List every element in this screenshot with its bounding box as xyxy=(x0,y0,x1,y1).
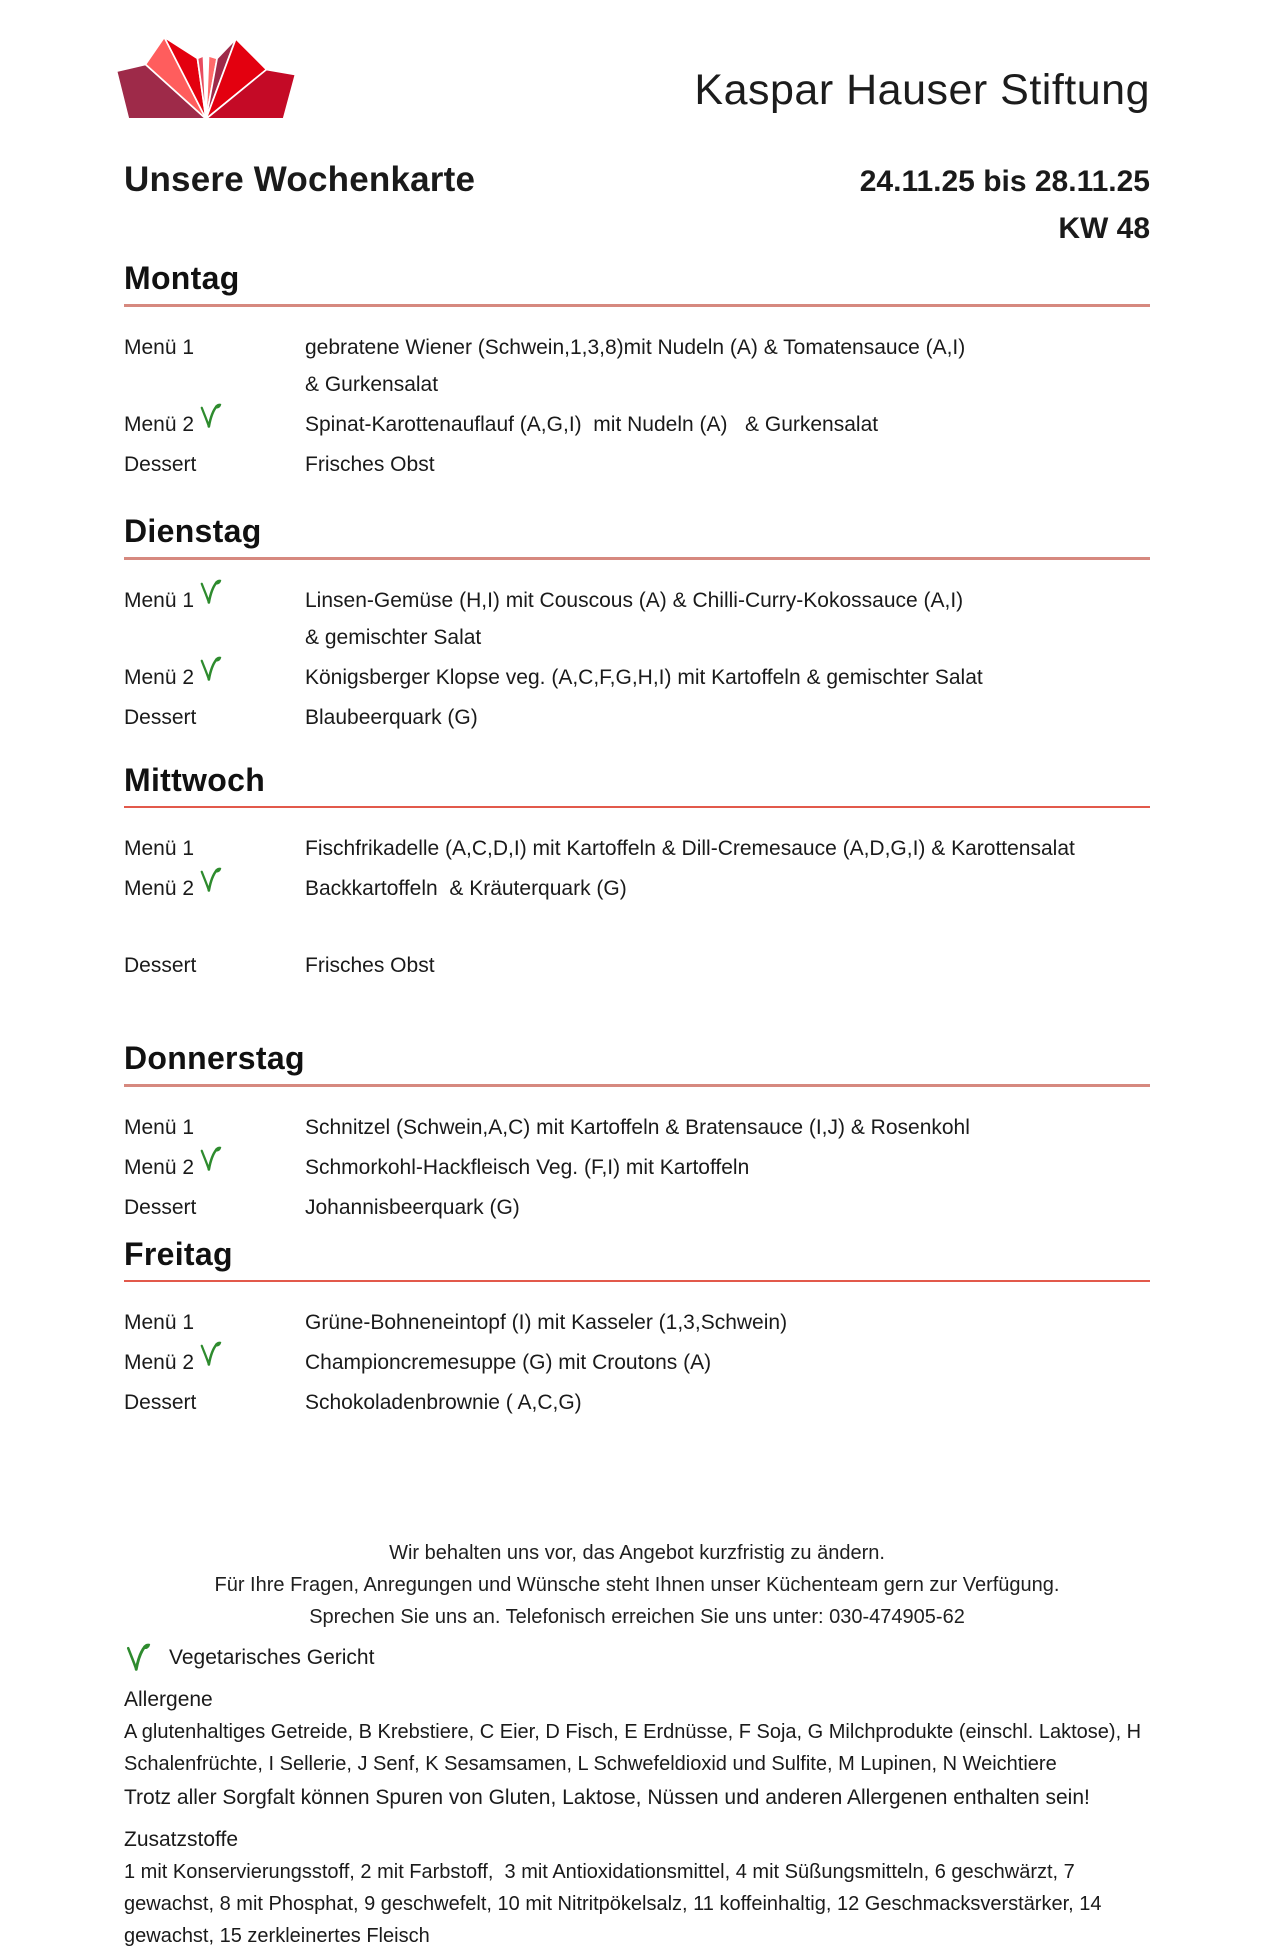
menu-label: Menü 1 xyxy=(124,1311,195,1334)
day-section-mittwoch xyxy=(124,762,1150,984)
note-line: Sprechen Sie uns an. Telefonisch erreichen Sie uns unter: 030-474905-62 xyxy=(309,1606,965,1628)
dish-text: gebratene Wiener (Schwein,1,3,8)mit Nudeln (A) & Tomatensauce (A,I) & Gurkensalat xyxy=(305,336,966,396)
menu-label: Dessert xyxy=(124,706,197,729)
dish-text: Schmorkohl-Hackfleisch Veg. (F,I) mit Kartoffeln xyxy=(305,1156,750,1179)
dish-text: Königsberger Klopse veg. (A,C,F,G,H,I) mit Kartoffeln & gemischter Salat xyxy=(305,666,983,689)
menu-label: Dessert xyxy=(124,1196,197,1219)
additives-list: 1 mit Konservierungsstoff, 2 mit Farbstoff, 3 mit Antioxidationsmittel, 4 mit Süßungsmitteln, 6 geschwärzt, 7 gewachst, 8 mit Phosphat, 9 geschwefelt, 10 mit Nitritpökelsalz, 11 koffeinhaltig, 12 Geschmacksverstärker, 14 gewachst, 15 zerkleinertes Fleisch xyxy=(124,1861,1108,1947)
dish-text: Schnitzel (Schwein,A,C) mit Kartoffeln & Bratensauce (I,J) & Rosenkohl xyxy=(305,1116,970,1139)
menu-row xyxy=(124,582,1150,656)
menu-label: Dessert xyxy=(124,453,197,476)
date-range: 24.11.25 bis 28.11.25 xyxy=(859,165,1150,198)
dish-text: Johannisbeerquark (G) xyxy=(305,1196,520,1219)
menu-label: Menü 2 xyxy=(124,870,305,907)
menu-label: Menü 1 xyxy=(124,837,195,860)
menu-label: Dessert xyxy=(124,954,197,977)
org-logo-icon xyxy=(108,30,304,126)
menu-label: Menü 2 xyxy=(124,1149,305,1186)
vegetarian-icon xyxy=(198,578,222,606)
menu-label: Menü 2 xyxy=(124,406,305,443)
menu-row xyxy=(124,1304,1150,1341)
day-heading: Freitag xyxy=(124,1236,1150,1282)
menu-label: Menü 2 xyxy=(124,659,305,696)
dish-text: Fischfrikadelle (A,C,D,I) mit Kartoffeln & Dill-Cremesauce (A,D,G,I) & Karottensalat xyxy=(305,837,1075,860)
day-heading: Mittwoch xyxy=(124,762,1150,808)
header xyxy=(124,0,1150,126)
vegetarian-legend-label: Vegetarisches Gericht xyxy=(169,1645,375,1669)
menu-row xyxy=(124,406,1150,443)
kitchen-notes xyxy=(124,1537,1150,1633)
day-heading: Dienstag xyxy=(124,513,1150,560)
vegetarian-icon xyxy=(198,866,222,894)
menu-label: Menü 1 xyxy=(124,582,305,656)
org-name: Kaspar Hauser Stiftung xyxy=(694,66,1150,114)
dish-text: Linsen-Gemüse (H,I) mit Couscous (A) & Chilli-Curry-Kokossauce (A,I) & gemischter Salat xyxy=(305,589,964,649)
day-section-donnerstag xyxy=(124,1040,1150,1226)
vegetarian-icon xyxy=(124,1641,151,1674)
menu-label: Menü 2 xyxy=(124,1344,305,1381)
vegetarian-icon xyxy=(198,1145,222,1173)
menu-row xyxy=(124,1109,1150,1146)
menu-label: Menü 1 xyxy=(124,336,195,359)
menu-row xyxy=(124,1384,1150,1421)
dish-text: Spinat-Karottenauflauf (A,G,I) mit Nudeln (A) & Gurkensalat xyxy=(305,413,879,436)
title-row xyxy=(124,160,1150,200)
additives-heading: Zusatzstoffe xyxy=(124,1828,239,1851)
vegetarian-icon xyxy=(198,402,222,430)
day-section-montag xyxy=(124,260,1150,483)
dish-text: Grüne-Bohneneintopf (I) mit Kasseler (1,3,Schwein) xyxy=(305,1311,788,1334)
allergens-warning: Trotz aller Sorgfalt können Spuren von Gluten, Laktose, Nüssen und anderen Allergenen enthalten sein! xyxy=(124,1786,1090,1809)
dish-text: Schokoladenbrownie ( A,C,G) xyxy=(305,1391,582,1414)
menu-row xyxy=(124,1189,1150,1226)
page-title: Unsere Wochenkarte xyxy=(124,160,476,199)
note-line: Für Ihre Fragen, Anregungen und Wünsche steht Ihnen unser Küchenteam gern zur Verfügung. xyxy=(214,1574,1060,1596)
menu-row xyxy=(124,446,1150,483)
menu-row xyxy=(124,329,1150,403)
menu-row xyxy=(124,830,1150,867)
menu-row xyxy=(124,870,1150,907)
day-heading: Donnerstag xyxy=(124,1040,1150,1087)
calendar-week: KW 48 xyxy=(1058,212,1150,245)
dish-text: Frisches Obst xyxy=(305,954,435,977)
menu-label: Dessert xyxy=(124,1391,197,1414)
dish-text: Frisches Obst xyxy=(305,453,435,476)
menu-row xyxy=(124,659,1150,696)
vegetarian-legend xyxy=(124,1641,1150,1674)
menu-row xyxy=(124,699,1150,736)
allergens-list: A glutenhaltiges Getreide, B Krebstiere, C Eier, D Fisch, E Erdnüsse, F Soja, G Milchprodukte (einschl. Laktose), H Schalenfrüchte, I Sellerie, J Senf, K Sesamsamen, L Schwefeldioxid und Sulfite, M Lupinen, N Weichtiere xyxy=(124,1721,1147,1775)
day-heading: Montag xyxy=(124,260,1150,307)
dish-text: Championcremesuppe (G) mit Croutons (A) xyxy=(305,1351,712,1374)
menu-row xyxy=(124,1149,1150,1186)
dish-text: Blaubeerquark (G) xyxy=(305,706,478,729)
day-section-dienstag xyxy=(124,513,1150,736)
dish-text: Backkartoffeln & Kräuterquark (G) xyxy=(305,877,627,900)
note-line: Wir behalten uns vor, das Angebot kurzfristig zu ändern. xyxy=(389,1542,885,1564)
menu-row xyxy=(124,947,1150,984)
day-section-freitag xyxy=(124,1236,1150,1421)
menu-row xyxy=(124,1344,1150,1381)
allergens-heading: Allergene xyxy=(124,1688,213,1711)
vegetarian-icon xyxy=(198,655,222,683)
menu-label: Menü 1 xyxy=(124,1116,195,1139)
vegetarian-icon xyxy=(198,1340,222,1368)
